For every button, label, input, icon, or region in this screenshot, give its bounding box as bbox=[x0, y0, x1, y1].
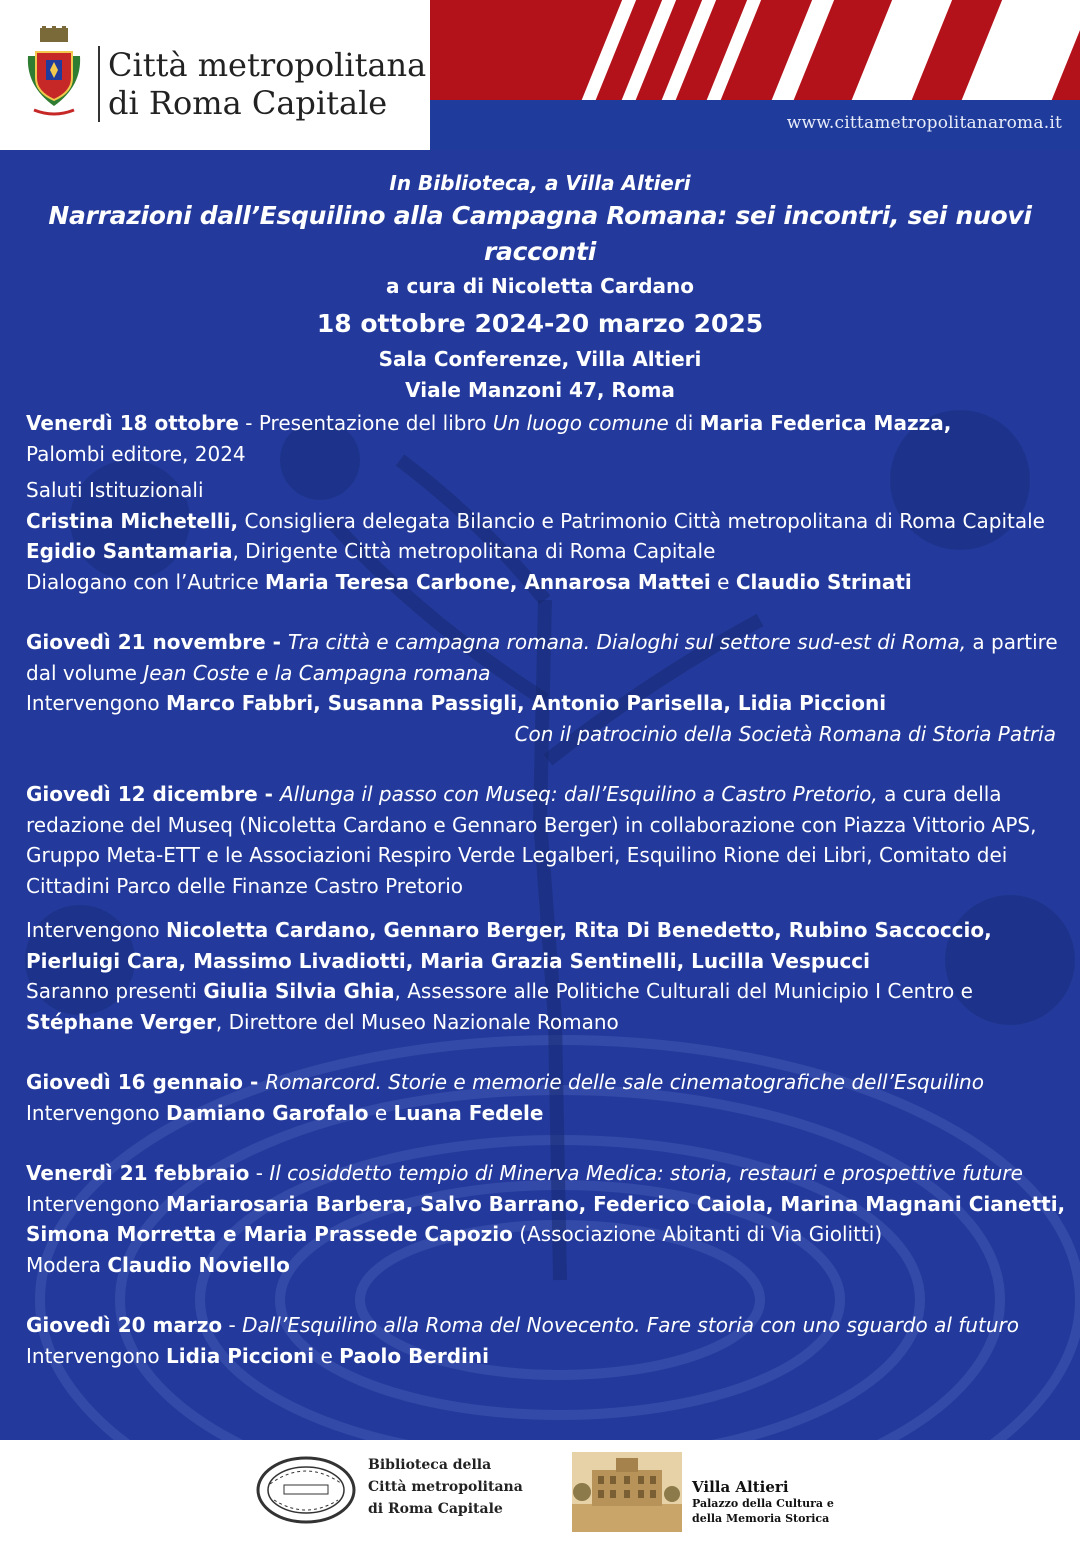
library-name bbox=[368, 1454, 523, 1520]
event-headline bbox=[26, 408, 1066, 439]
speaker-role: , Dirigente Città metropolitana di Roma Capitale bbox=[232, 539, 716, 563]
speaker-name: Egidio Santamaria bbox=[26, 539, 233, 563]
speaker-line bbox=[26, 536, 1066, 567]
event-date: Giovedì 12 dicembre bbox=[26, 782, 258, 806]
villa-subtitle: Palazzo della Cultura e bbox=[692, 1497, 834, 1510]
header-stripe bbox=[962, 0, 1080, 100]
book-title: Jean Coste e la Campagna romana bbox=[143, 660, 491, 685]
speaker-name: Luana Fedele bbox=[393, 1100, 544, 1125]
speaker-line bbox=[26, 506, 1066, 537]
speaker-name: Lidia Piccioni bbox=[165, 1343, 315, 1368]
author-name: Maria Federica Mazza, bbox=[699, 411, 952, 435]
event-item bbox=[26, 1310, 1066, 1371]
separator: - bbox=[243, 1070, 266, 1094]
greetings-label: Saluti Istituzionali bbox=[26, 478, 204, 502]
header-red-band bbox=[380, 0, 1080, 100]
guest-role: , Direttore del Museo Nazionale Romano bbox=[215, 1009, 619, 1034]
speakers-label: Intervengono bbox=[26, 691, 166, 715]
speakers-line bbox=[26, 688, 1066, 719]
website-link[interactable]: www.cittametropolitanaroma.it bbox=[786, 113, 1062, 133]
publisher: Palombi editore, 2024 bbox=[26, 441, 246, 466]
event-description: a cura della redazione del Museq (Nicoletta Cardano e Gennaro Berger) in collaborazione con Piazza Vittorio APS, Gruppo Meta-ETT e le Associazioni Respiro Verde Legalberi, Esquilino Rione dei Libri, Comitato dei Cittadini Parco delle Finanze Castro Pretorio bbox=[26, 782, 1037, 898]
conjunction: e bbox=[368, 1100, 394, 1125]
event-headline bbox=[26, 1067, 1066, 1098]
logo-line: Città metropolitana bbox=[108, 46, 427, 84]
speakers-line bbox=[26, 1341, 1066, 1372]
dialog-label: Dialogano con l’Autrice bbox=[26, 569, 266, 594]
guest-role: , Assessore alle Politiche Culturali del Municipio I Centro e bbox=[394, 979, 973, 1003]
event-item bbox=[26, 408, 1066, 597]
speakers-line bbox=[26, 1189, 1066, 1250]
speakers-line bbox=[26, 1098, 1066, 1129]
separator: - bbox=[238, 411, 259, 435]
speaker-names: Mariarosaria Barbera, Salvo Barrano, Federico Caiola, Marina Magnani Cianetti, Simona Morretta e Maria Prassede Capozio bbox=[26, 1191, 1066, 1246]
guest-name: Stéphane Verger bbox=[26, 1009, 216, 1034]
moderator-line bbox=[26, 1250, 1066, 1281]
event-text: Presentazione del libro bbox=[258, 411, 493, 435]
speaker-name: Claudio Strinati bbox=[735, 569, 912, 594]
curator: a cura di Nicoletta Cardano bbox=[385, 274, 695, 298]
separator: - bbox=[222, 1313, 243, 1337]
library-line: Biblioteca della bbox=[368, 1457, 492, 1473]
speakers-label: Intervengono bbox=[26, 1343, 166, 1368]
speakers-label: Intervengono bbox=[26, 1100, 166, 1125]
event-text: di bbox=[668, 411, 700, 435]
event-date: Giovedì 16 gennaio bbox=[26, 1070, 243, 1094]
event-title: Il cosiddetto tempio di Minerva Medica: storia, restauri e prospettive future bbox=[269, 1161, 1023, 1185]
speakers-line bbox=[26, 915, 1066, 976]
date-range: 18 ottobre 2024-20 marzo 2025 bbox=[316, 309, 764, 338]
speakers-label: Intervengono bbox=[26, 918, 166, 942]
villa-name bbox=[692, 1478, 834, 1526]
event-item bbox=[26, 627, 1066, 749]
dialog-line bbox=[26, 567, 1066, 598]
event-date: Venerdì 18 ottobre bbox=[26, 411, 239, 435]
event-headline bbox=[26, 1158, 1066, 1189]
moderator-name: Claudio Noviello bbox=[107, 1252, 290, 1277]
event-list bbox=[26, 408, 1066, 1401]
speaker-name: Damiano Garofalo bbox=[165, 1100, 369, 1125]
event-item bbox=[26, 1158, 1066, 1280]
venue: Sala Conferenze, Villa Altieri bbox=[378, 347, 702, 371]
guests-label: Saranno presenti bbox=[26, 979, 204, 1003]
logo-box[interactable] bbox=[0, 0, 430, 150]
logo-title bbox=[108, 46, 426, 122]
library-line: Città metropolitana bbox=[368, 1479, 523, 1495]
library-stamp-icon bbox=[254, 1454, 358, 1526]
header-stripe bbox=[852, 0, 969, 100]
footer bbox=[0, 1440, 1080, 1543]
crest-icon bbox=[22, 26, 86, 122]
villa-subtitle: della Memoria Storica bbox=[692, 1512, 830, 1525]
event-date: Giovedì 21 novembre bbox=[26, 630, 266, 654]
guest-name: Giulia Silvia Ghia bbox=[203, 979, 395, 1003]
patronage: Con il patrocinio della Società Romana di Storia Patria bbox=[514, 721, 1056, 746]
event-text: a partire dal volume bbox=[26, 630, 1058, 685]
event-title: Allunga il passo con Museq: dall’Esquilino a Castro Pretorio, bbox=[279, 782, 878, 806]
villa-altieri-image bbox=[572, 1452, 682, 1532]
book-title: Un luogo comune bbox=[492, 411, 669, 435]
logo-line: di Roma Capitale bbox=[108, 84, 388, 122]
speakers-label: Intervengono bbox=[26, 1191, 166, 1216]
event-headline bbox=[26, 627, 1066, 688]
event-headline bbox=[26, 1310, 1066, 1341]
event-title: Romarcord. Storie e memorie delle sale cinematografiche dell’Esquilino bbox=[265, 1070, 984, 1094]
association: (Associazione Abitanti di Via Giolitti) bbox=[512, 1222, 883, 1246]
header bbox=[0, 0, 1080, 150]
event-date: Giovedì 20 marzo bbox=[26, 1313, 223, 1337]
event-item bbox=[26, 779, 1066, 1037]
conjunction: e bbox=[314, 1343, 340, 1368]
event-headline bbox=[26, 779, 1066, 901]
separator: - bbox=[265, 630, 288, 654]
moderator-label: Modera bbox=[26, 1252, 108, 1277]
speaker-name: Cristina Michetelli, bbox=[26, 508, 239, 533]
event-title: Tra città e campagna romana. Dialoghi sul settore sud-est di Roma, bbox=[287, 630, 967, 654]
event-item bbox=[26, 1067, 1066, 1128]
event-date: Venerdì 21 febbraio bbox=[26, 1161, 250, 1185]
conjunction: e bbox=[710, 569, 736, 594]
speaker-role: Consigliera delegata Bilancio e Patrimonio Città metropolitana di Roma Capitale bbox=[238, 508, 1045, 533]
speaker-names: Maria Teresa Carbone, Annarosa Mattei bbox=[265, 569, 711, 594]
series-title: Narrazioni dall’Esquilino alla Campagna Romana: sei incontri, sei nuovi racconti bbox=[48, 201, 1032, 266]
speaker-name: Paolo Berdini bbox=[339, 1343, 490, 1368]
speaker-names: Marco Fabbri, Susanna Passigli, Antonio Parisella, Lidia Piccioni bbox=[165, 691, 887, 715]
guests-line bbox=[26, 976, 1066, 1037]
villa-title: Villa Altieri bbox=[692, 1478, 789, 1496]
header-stripe bbox=[772, 0, 851, 100]
speaker-names: Nicoletta Cardano, Gennaro Berger, Rita Di Benedetto, Rubino Saccoccio, Pierluigi Cara, Massimo Livadiotti, Maria Grazia Sentinelli, Lucilla Vespucci bbox=[26, 918, 992, 973]
logo-divider bbox=[98, 46, 100, 122]
intro-location: In Biblioteca, a Villa Altieri bbox=[389, 171, 691, 195]
library-line: di Roma Capitale bbox=[368, 1501, 503, 1517]
separator: - bbox=[257, 782, 280, 806]
intro bbox=[0, 168, 1080, 406]
event-title: Dall’Esquilino alla Roma del Novecento. Fare storia con uno sguardo al futuro bbox=[242, 1313, 1019, 1337]
separator: - bbox=[249, 1161, 270, 1185]
main-panel bbox=[0, 150, 1080, 1440]
header-stripe bbox=[707, 0, 778, 100]
address: Viale Manzoni 47, Roma bbox=[405, 378, 675, 402]
